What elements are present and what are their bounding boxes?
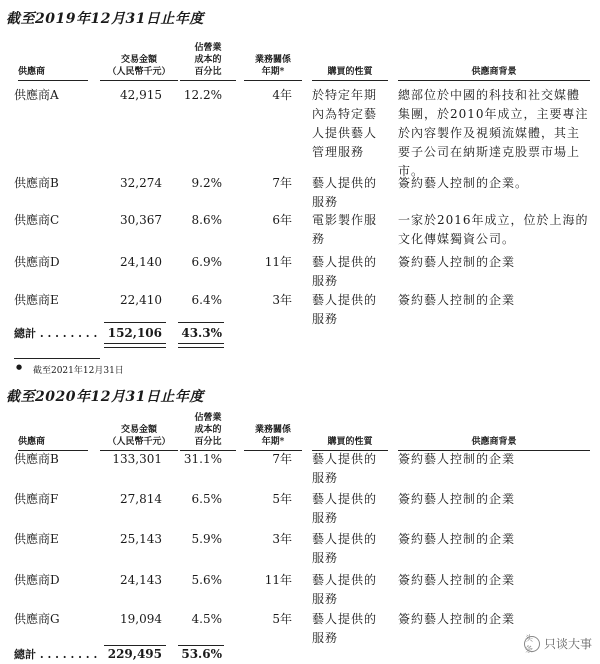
table-row-nature: 藝人提供的服務: [312, 492, 378, 525]
table-row-pct: 5.6%: [191, 573, 222, 587]
table-row-nature: 藝人提供的服務: [312, 573, 378, 606]
table-row-background: 簽約藝人控制的企業: [398, 612, 516, 626]
table-row-pct: 6.5%: [191, 492, 222, 506]
table-row-nature: 於特定年期內為特定藝人提供藝人管理服務: [312, 88, 378, 159]
table-row-background: 簽約藝人控制的企業。: [398, 176, 529, 190]
header-supplier: 供應商: [18, 66, 78, 78]
table-row-nature: 電影製作服務: [312, 213, 378, 246]
total-top-rule: [178, 322, 224, 323]
table-row-years: 3年: [272, 293, 292, 307]
table-row-years: 5年: [272, 612, 292, 626]
table-row-pct: 4.5%: [191, 612, 222, 626]
header-nature: 購買的性質: [312, 436, 388, 448]
watermark: [524, 635, 592, 652]
table-row-years: 7年: [272, 176, 292, 190]
header-pct: 佔營業 成本的 百分比: [180, 412, 236, 448]
total-label: 總計 . . . . . . . .: [14, 327, 98, 340]
table-row-background: 一家於2016年成立，位於上海的文化傳媒獨資公司。: [398, 213, 589, 246]
table-row-years: 4年: [272, 88, 292, 102]
table-row-amount: 42,915: [120, 88, 162, 102]
total-double-rule: [104, 343, 166, 348]
table-row-background: 簽約藝人控制的企業: [398, 293, 516, 307]
table-row-nature: 藝人提供的服務: [312, 612, 378, 645]
header-years: 業務關係 年期*: [244, 424, 302, 448]
table-row-pct: 9.2%: [191, 176, 222, 190]
section2-title: 截至2020年12月31日止年度: [6, 389, 204, 405]
footnote: ● 截至2021年12月31日: [16, 363, 124, 376]
table-row-amount: 27,814: [120, 492, 162, 506]
total-pct: 43.3%: [181, 326, 222, 340]
table-row-amount: 24,143: [120, 573, 162, 587]
table-row-supplier: 供應商G: [14, 612, 60, 626]
table-row-background: 簽約藝人控制的企業: [398, 255, 516, 269]
header-pct: 佔營業 成本的 百分比: [180, 42, 236, 78]
header-nature: 購買的性質: [312, 66, 388, 78]
header-background: 供應商背景: [398, 66, 590, 78]
total-pct: 53.6%: [181, 647, 222, 661]
watermark-text: 只谈大事: [543, 637, 592, 651]
table-row-background: 簽約藝人控制的企業: [398, 492, 516, 506]
table-row-nature: 藝人提供的服務: [312, 255, 378, 288]
table-row-amount: 32,274: [120, 176, 162, 190]
table-row-amount: 22,410: [120, 293, 162, 307]
total-amount: 152,106: [107, 326, 162, 340]
toutiao-logo-icon: 头条: [524, 636, 540, 652]
header-amount: 交易金額 （人民幣千元）: [100, 424, 178, 448]
table-row-years: 11年: [264, 255, 292, 269]
table-row-supplier: 供應商A: [14, 88, 59, 102]
header-years: 業務關係 年期*: [244, 54, 302, 78]
table-row-supplier: 供應商D: [14, 573, 60, 587]
table-row-years: 7年: [272, 452, 292, 466]
table-row-amount: 133,301: [112, 452, 162, 466]
table-row-pct: 6.9%: [191, 255, 222, 269]
table-row-supplier: 供應商E: [14, 293, 59, 307]
table-row-amount: 19,094: [120, 612, 162, 626]
table-row-pct: 8.6%: [191, 213, 222, 227]
table-row-pct: 6.4%: [191, 293, 222, 307]
footnote-rule: [14, 358, 100, 359]
table-row-supplier: 供應商D: [14, 255, 60, 269]
header-amount: 交易金額 （人民幣千元）: [100, 54, 178, 78]
table-row-nature: 藝人提供的服務: [312, 293, 378, 326]
table-row-years: 11年: [264, 573, 292, 587]
table-row-years: 6年: [272, 213, 292, 227]
table-row-supplier: 供應商B: [14, 176, 59, 190]
table-row-background: 總部位於中國的科技和社交媒體集團，於2010年成立，主要專注於內容製作及視頻流媒體，其主要子公司在納斯達克股票市場上市。: [398, 88, 589, 178]
table-row-pct: 12.2%: [183, 88, 222, 102]
table-row-amount: 25,143: [120, 532, 162, 546]
table-row-nature: 藝人提供的服務: [312, 532, 378, 565]
table-row-supplier: 供應商C: [14, 213, 60, 227]
table-row-supplier: 供應商E: [14, 532, 59, 546]
table-row-supplier: 供應商B: [14, 452, 59, 466]
table-row-years: 5年: [272, 492, 292, 506]
table-row-amount: 30,367: [120, 213, 162, 227]
table-row-background: 簽約藝人控制的企業: [398, 452, 516, 466]
table-row-amount: 24,140: [120, 255, 162, 269]
table-row-years: 3年: [272, 532, 292, 546]
total-label: 總計 . . . . . . . .: [14, 648, 98, 661]
table-row-pct: 5.9%: [191, 532, 222, 546]
table-row-nature: 藝人提供的服務: [312, 176, 378, 209]
table-row-supplier: 供應商F: [14, 492, 59, 506]
header-background: 供應商背景: [398, 436, 590, 448]
total-amount: 229,495: [107, 647, 162, 661]
section1-title: 截至2019年12月31日止年度: [6, 11, 204, 27]
header-supplier: 供應商: [18, 436, 78, 448]
table-row-background: 簽約藝人控制的企業: [398, 532, 516, 546]
table-row-background: 簽約藝人控制的企業: [398, 573, 516, 587]
total-double-rule: [178, 343, 224, 348]
table-row-pct: 31.1%: [183, 452, 222, 466]
table-row-nature: 藝人提供的服務: [312, 452, 378, 485]
total-top-rule: [104, 322, 166, 323]
